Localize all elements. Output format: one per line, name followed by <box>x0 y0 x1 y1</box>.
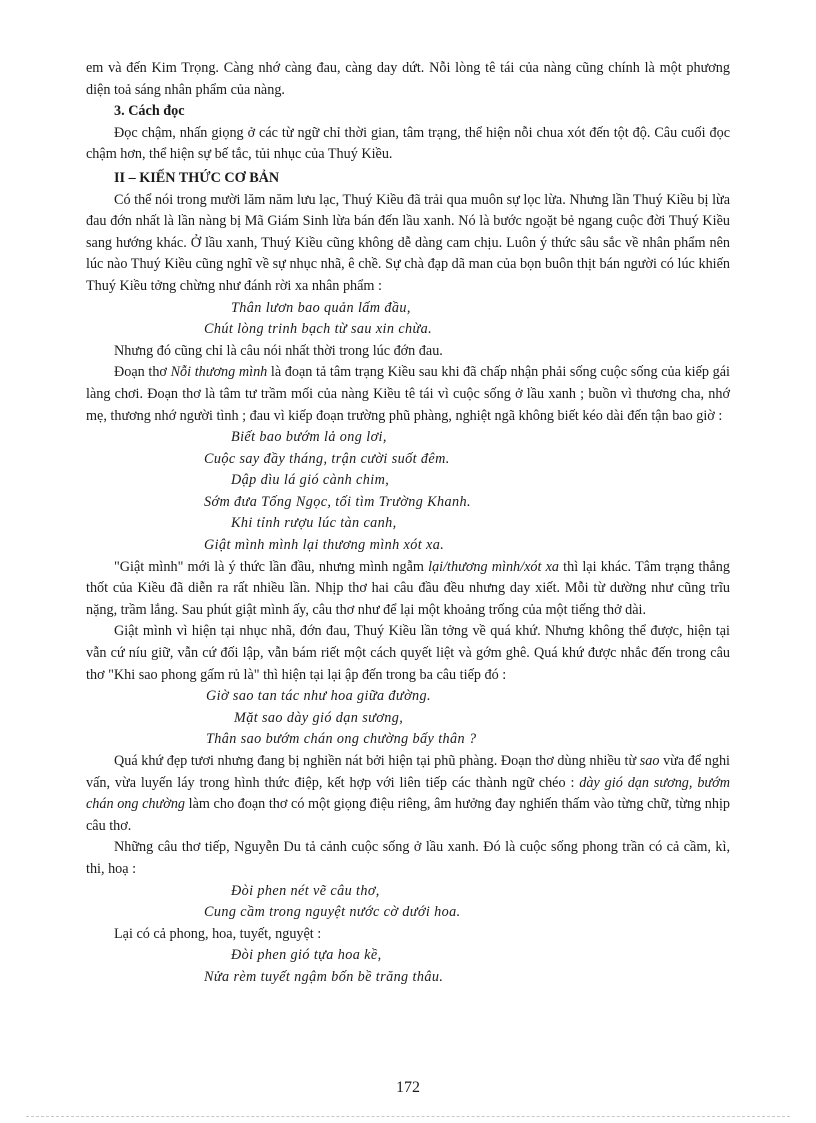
body-paragraph-3 <box>86 362 730 427</box>
text-run: "Giật mình" mới là ý thức lần đầu, nhưng mình ngẫm <box>114 558 429 575</box>
poem-title: Nỗi thương mình <box>170 364 268 381</box>
footer-divider <box>26 1116 790 1117</box>
body-paragraph-2: Nhưng đó cũng chỉ là câu nói nhất thời trong lúc đớn đau. <box>114 342 443 359</box>
body-paragraph-6 <box>86 751 730 837</box>
poem-line: Biết bao bướm lả ong lơi, <box>231 429 387 446</box>
document-page <box>86 58 730 989</box>
text-run: vừa để nghi vấn, vừa luyến láy trong hình thức điệp, kết hợp với liên tiếp các thành ngữ chéo : <box>86 753 730 791</box>
text-run: thì lại khác. Tâm trạng thẳng thốt của Kiều đã diễn ra rất nhiều lần. Nhịp thơ hai câu đầu đều nhưng day xiết. Mỗi từ dường như cũng trĩu nặng, trầm lắng. Sau phút giật mình ấy, câu thơ như để lại một khoảng trống của một tiếng thở dài. <box>86 558 730 618</box>
section-heading-cach-doc: 3. Cách đọc <box>114 103 185 120</box>
poem-line: Giật mình mình lại thương mình xót xa. <box>204 537 445 554</box>
poem-line: Thân lươn bao quản lấm đầu, <box>231 299 411 316</box>
poem-line: Đòi phen gió tựa hoa kề, <box>231 947 382 964</box>
poem-line: Nửa rèm tuyết ngậm bốn bề trăng thâu. <box>204 968 444 985</box>
poem-line: Giờ sao tan tác như hoa giữa đường. <box>206 688 431 705</box>
text-run: là đoạn tả tâm trạng Kiều sau khi đã chấp nhận phải sống cuộc sống của kiếp gái làng chơi. Đoạn thơ là tâm tư trầm mối của nàng Kiều tê tái vì cuộc sống ở lầu xanh ; buồn vì thương cha, nhớ mẹ, thương nhớ người tình ; đau vì kiếp đoạn trường phũ phàng, nghiệt ngã không biết kéo dài đến tận bao giờ : <box>86 364 730 424</box>
intro-paragraph: em và đến Kim Trọng. Càng nhớ càng đau, càng day dứt. Nỗi lòng tê tái của nàng cũng chính là một phương diện toả sáng nhân phẩm của nàng. <box>86 60 730 98</box>
poem-line: Đòi phen nét vẽ câu thơ, <box>231 882 380 899</box>
body-paragraph-4 <box>86 557 730 622</box>
text-run: Quá khứ đẹp tươi nhưng đang bị nghiền nát bởi hiện tại phũ phàng. Đoạn thơ dùng nhiều từ <box>114 753 640 769</box>
quoted-phrase: dày gió dạn sương, bướm chán ong chường <box>86 774 730 813</box>
poem-line: Dập dìu lá gió cành chim, <box>231 472 390 489</box>
page-number: 172 <box>396 1079 420 1096</box>
body-paragraph-1: Có thể nói trong mười lăm năm lưu lạc, Thuý Kiều đã trải qua muôn sự lọc lừa. Nhưng lần Thuý Kiều bị lừa đau đớn nhất là lần nàng bị Mã Giám Sinh lừa bán đến lầu xanh. Nó là bước ngoặt bẻ ngang cuộc đời Thuý Kiều sang hướng khác. Ở lầu xanh, Thuý Kiều cũng không dễ dàng cam chịu. Luôn ý thức sâu sắc về nhân phẩm nên lúc nào Thuý Kiều cũng nghĩ về sự nhục nhã, ê chề. Sự chà đạp dã man của bọn buôn thịt bán người có lúc khiến Thuý Kiều tởng chừng như đánh rời xa nhân phẩm : <box>86 191 730 294</box>
poem-line: Mặt sao dày gió dạn sương, <box>234 709 404 726</box>
cach-doc-paragraph: Đọc chậm, nhấn giọng ở các từ ngữ chỉ thời gian, tâm trạng, thể hiện nỗi chua xót đến tột độ. Câu cuối đọc chậm hơn, thể hiện sự bế tắc, tủi nhục của Thuý Kiều. <box>86 124 730 163</box>
poem-line: Thân sao bướm chán ong chường bấy thân ? <box>206 731 477 748</box>
poem-line: Khi tỉnh rượu lúc tàn canh, <box>231 515 397 532</box>
body-paragraph-7: Những câu thơ tiếp, Nguyễn Du tả cảnh cuộc sống ở lầu xanh. Đó là cuộc sống phong trần có cả cầm, kì, thi, hoạ : <box>86 839 730 877</box>
quoted-phrase: lại/thương mình/xót xa <box>428 558 559 575</box>
body-paragraph-8: Lại có cả phong, hoa, tuyết, nguyệt : <box>114 925 322 942</box>
text-run: Đoạn thơ <box>114 364 171 381</box>
body-paragraph-5: Giật mình vì hiện tại nhục nhã, đớn đau, Thuý Kiều lần tởng về quá khứ. Nhưng không thể được, hiện tại vẫn cứ níu giữ, vẫn cứ đối lập, vẫn bám riết một cách quyết liệt và gớm ghê. Quá khứ được nhắc đến trong câu thơ "Khi sao phong gấm rủ là" thì hiện tại lại ập đến trong ba câu tiếp đó : <box>86 623 730 683</box>
poem-line: Sớm đưa Tống Ngọc, tối tìm Trường Khanh. <box>204 493 471 510</box>
quoted-phrase: sao <box>639 753 660 769</box>
text-run: làm cho đoạn thơ có một giọng điệu riêng, âm hưởng đay nghiến thấm vào từng chữ, từng nhịp câu thơ. <box>86 796 730 834</box>
poem-line: Cuộc say đầy tháng, trận cười suốt đêm. <box>204 450 450 467</box>
poem-line: Cung cầm trong nguyệt nước cờ dưới hoa. <box>204 904 461 921</box>
poem-line: Chút lòng trinh bạch từ sau xin chừa. <box>204 321 433 338</box>
section-heading-kien-thuc: II – KIẾN THỨC CƠ BẢN <box>114 169 280 186</box>
